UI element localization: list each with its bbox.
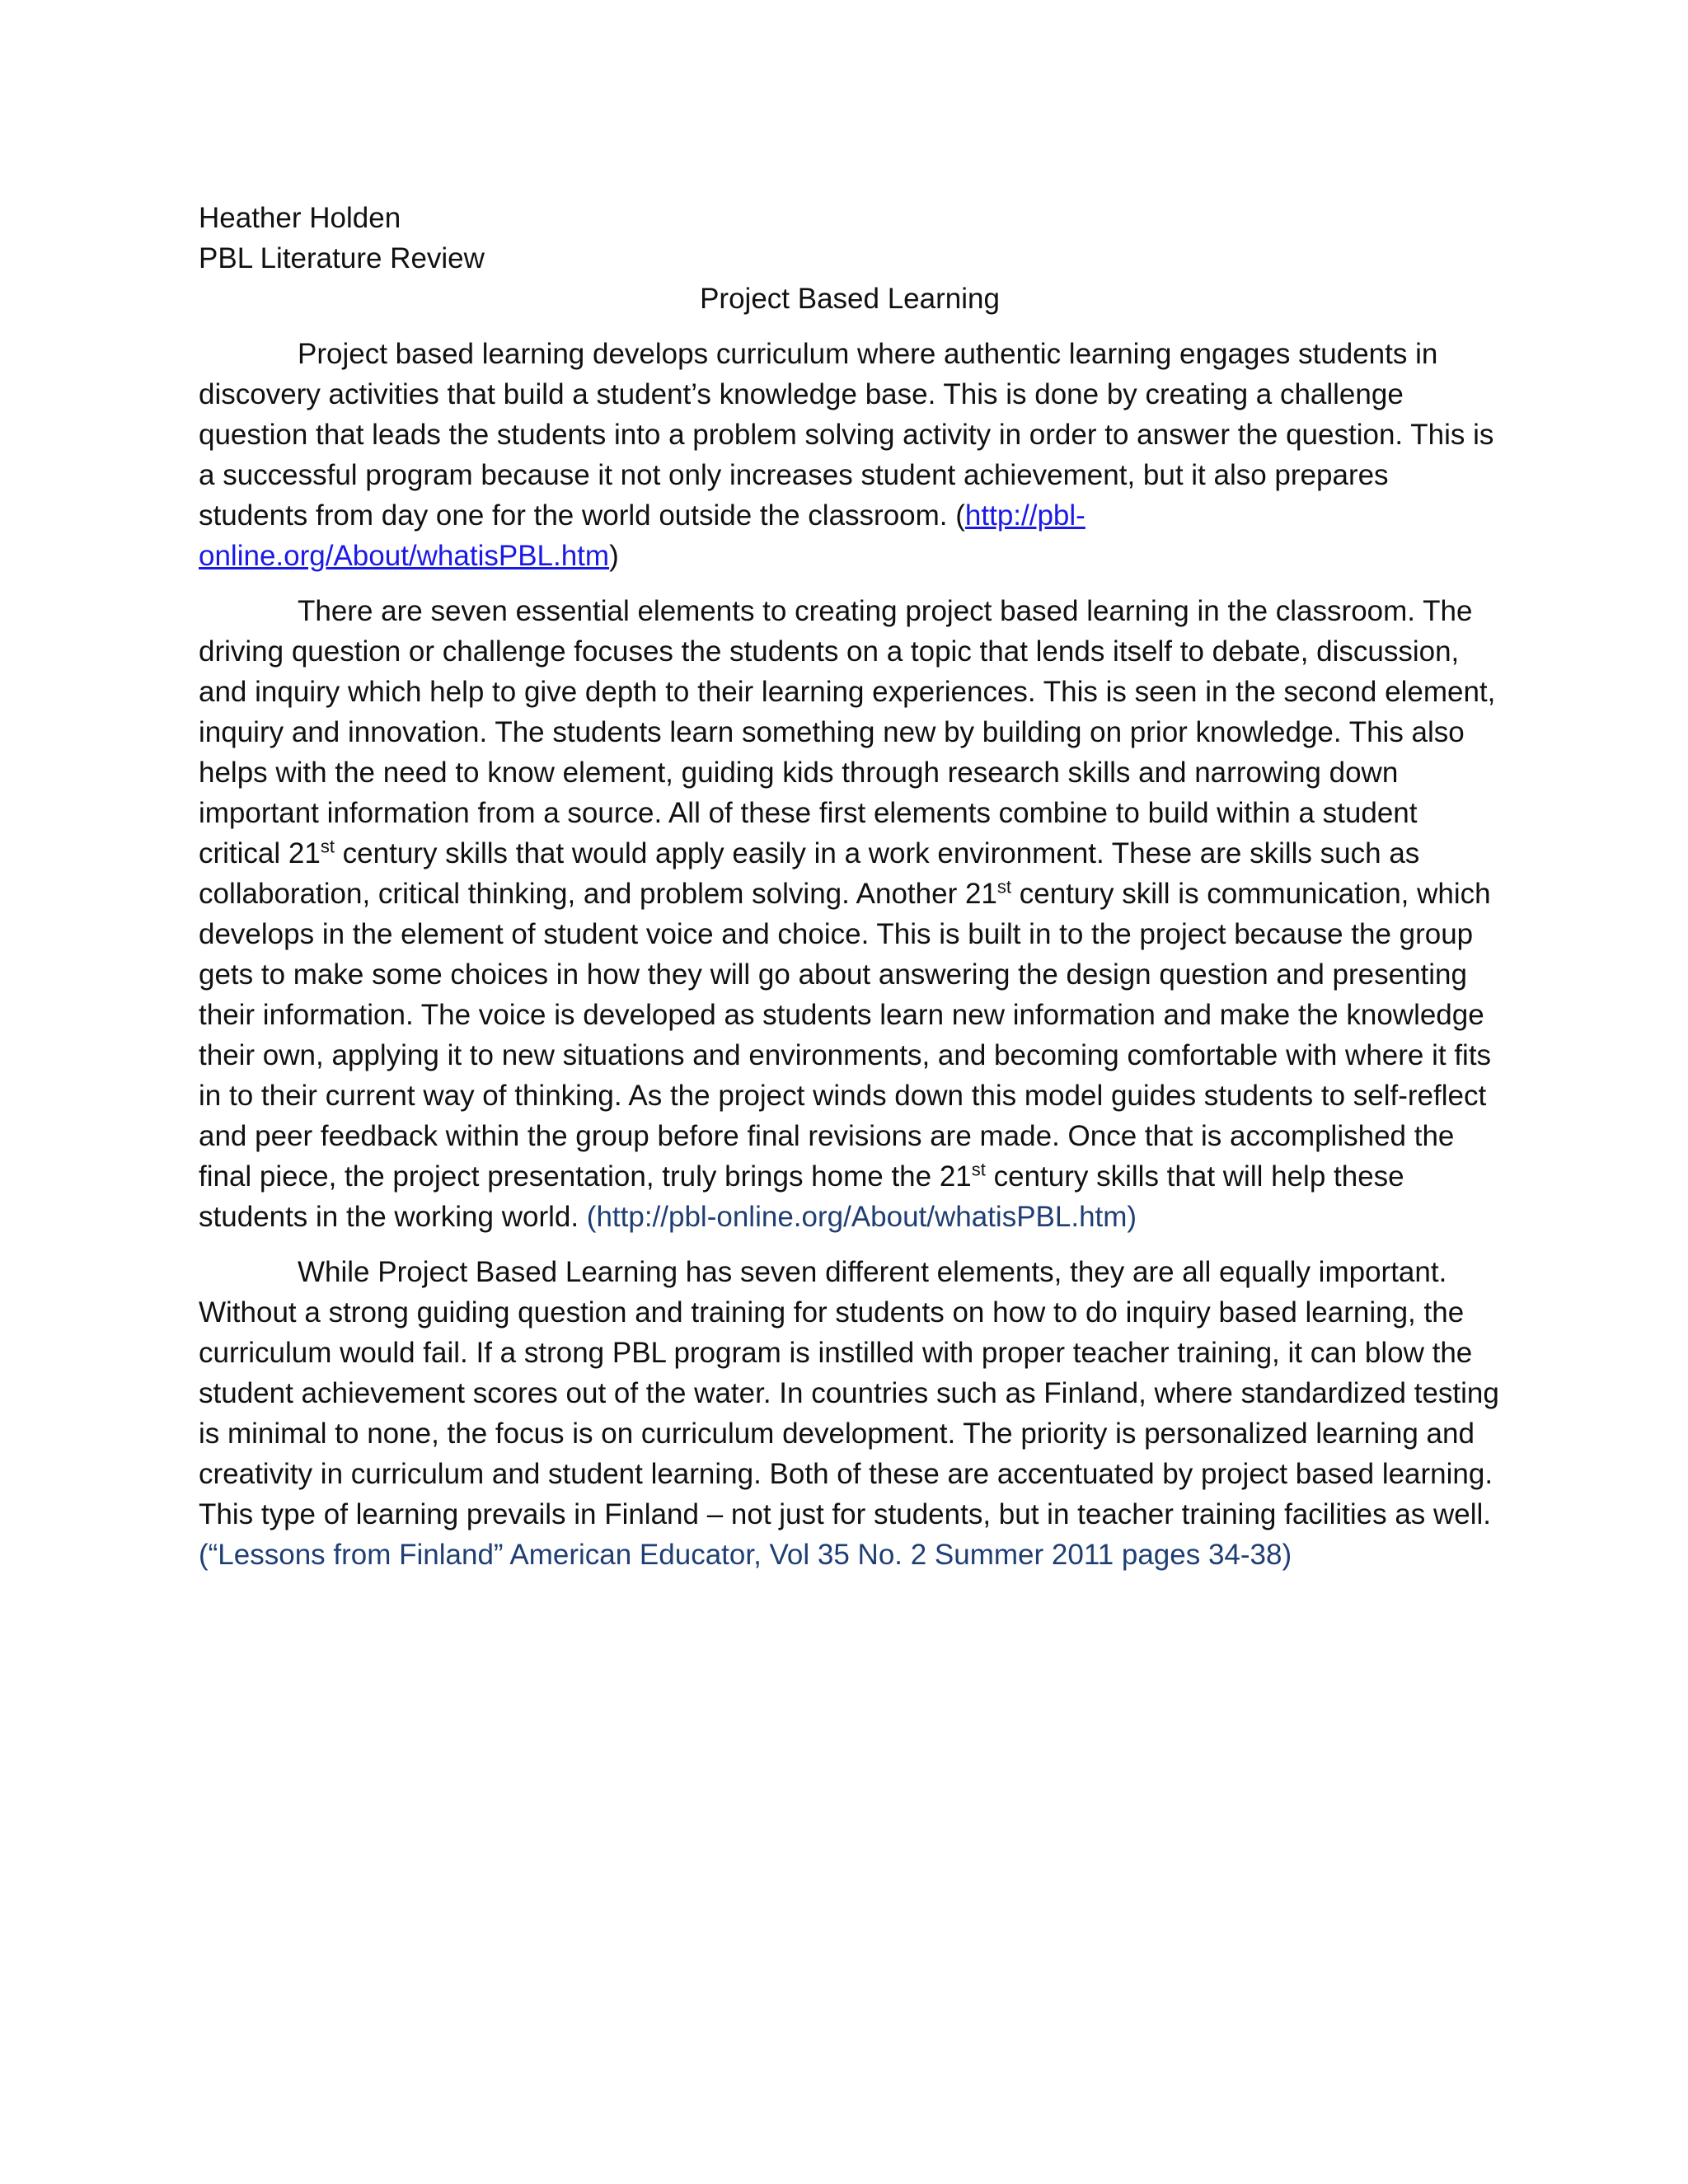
author-name: Heather Holden: [199, 202, 401, 234]
superscript-st: st: [320, 836, 335, 857]
paragraph-2: [199, 591, 1501, 1237]
paragraph-2-text-1: There are seven essential elements to creating project based learning in the classroom. The driving question or challenge focuses the students on a topic that lends itself to debate, discussion, and inquiry which help to give depth to their learning experiences. This is seen in the second element, inquiry and innovation. The students learn something new by building on prior knowledge. This also helps with the need to know element, guiding kids through research skills and narrowing down important information from a source. All of these first elements combine to build within a student critical 21: [199, 595, 1496, 869]
document-title: Project Based Learning: [700, 283, 1000, 315]
paragraph-3: [199, 1252, 1501, 1575]
document-body: [199, 198, 1501, 1575]
pbl-online-link[interactable]: http://pbl-online.org/About/whatisPBL.htm: [199, 499, 1085, 572]
course-name: PBL Literature Review: [199, 242, 485, 274]
paragraph-3-text: While Project Based Learning has seven different elements, they are all equally important. Without a strong guiding question and training for students on how to do inquiry based learning, the curriculum would fail. If a strong PBL program is instilled with proper teacher training, it can blow the student achievement scores out of the water. In countries such as Finland, where standardized testing is minimal to none, the focus is on curriculum development. The priority is personalized learning and creativity in curriculum and student learning. Both of these are accentuated by project based learning. This type of learning prevails in Finland – not just for students, but in teacher training facilities as well.: [199, 1256, 1499, 1530]
paragraph-3-citation: (“Lessons from Finland” American Educator, Vol 35 No. 2 Summer 2011 pages 34-38): [199, 1539, 1292, 1571]
paragraph-1-close: ): [609, 540, 619, 572]
paragraph-2-text-3: century skill is communication, which develops in the element of student voice and choice. This is built in to the project because the group gets to make some choices in how they will go about answering the design question and presenting their information. The voice is developed as students learn new information and make the knowledge their own, applying it to new situations and environments, and becoming comfortable with where it fits in to their current way of thinking. As the project winds down this model guides students to self-reflect and peer feedback within the group before final revisions are made. Once that is accomplished the final piece, the project presentation, truly brings home the 21: [199, 878, 1492, 1193]
superscript-st: st: [996, 876, 1012, 898]
paragraph-1: [199, 334, 1501, 576]
paragraph-2-text-4: century skills that will help these students in the working world.: [199, 1160, 1404, 1233]
superscript-st: st: [971, 1159, 986, 1180]
paragraph-2-text-2: century skills that would apply easily in a work environment. These are skills such as collaboration, critical thinking, and problem solving. Another 21: [199, 837, 1420, 910]
paragraph-2-citation: (http://pbl-online.org/About/whatisPBL.htm): [586, 1201, 1137, 1233]
paragraph-1-text: Project based learning develops curriculum where authentic learning engages students in discovery activities that build a student’s knowledge base. This is done by creating a challenge question that leads the students into a problem solving activity in order to answer the question. This is a successful program because it not only increases student achievement, but it also prepares students from day one for the world outside the classroom. (: [199, 338, 1494, 532]
